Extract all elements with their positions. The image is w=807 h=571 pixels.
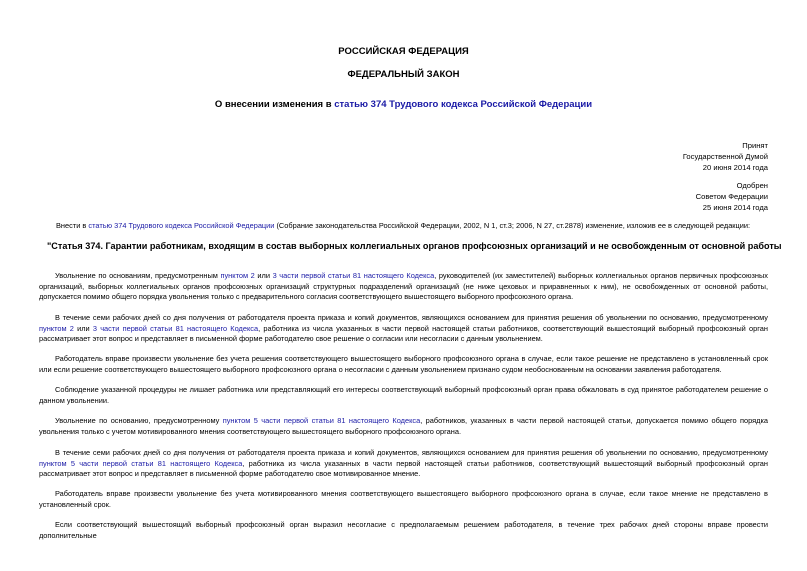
paragraph-8 — [39, 520, 768, 541]
p4-text: Соблюдение указанной процедуры не лишает работника или представляющий его интересы соответствующий выборный профсоюзный орган права обжаловать в суд принятое работодателем решение о данном увольнении. — [39, 385, 768, 405]
article-title: "Статья 374. Гарантии работникам, входящим в состав выборных коллегиальных органов профсоюзных организаций и не освобожденным от основной работы — [47, 241, 782, 251]
p1-link-2[interactable]: 3 части первой статьи 81 настоящего Кодекса — [272, 271, 435, 280]
adoption-line-2: Государственной Думой — [682, 152, 768, 161]
p2-text-a: В течение семи рабочих дней со дня получения от работодателя проекта приказа и копий документов, являющихся основанием для принятия решения об увольнении по основанию, предусмотренному — [55, 313, 768, 322]
p1-text-a: Увольнение по основаниям, предусмотренным — [55, 271, 221, 280]
law-title-prefix: О внесении изменения в — [214, 99, 335, 110]
p7-text: Работодатель вправе произвести увольнение без учета мотивированного мнения соответствующего вышестоящего выборного профсоюзного органа в случае, если такое мнение не представлено в установленный срок. — [39, 489, 768, 509]
adoption-line-1: Принят — [742, 141, 768, 150]
p1-text-c: , руководителей (их заместителей) выборных коллегиальных органов первичных профсоюзных организаций, выборных коллегиальных органов профсоюзных организаций структурных подразделений организаций (не ниже цеховых и приравненных к ним), не освобожденных от основной работы, допускается помимо общего порядка увольнения только с предварительного согласия соответствующего вышестоящего выборного профсоюзного органа. — [39, 271, 768, 302]
p5-link-1[interactable]: пунктом 5 части первой статьи 81 настоящего Кодекса — [222, 416, 421, 425]
p2-link-2[interactable]: 3 части первой статьи 81 настоящего Кодекса — [92, 323, 259, 333]
intro-link[interactable]: статью 374 Трудового кодекса Российской Федерации — [88, 221, 275, 230]
intro-paragraph — [56, 221, 776, 231]
p5-text-b: , работников, указанных в части первой настоящей статьи, допускается помимо общего порядка увольнения только с учетом мотивированного мнения соответствующего вышестоящего выборного профсоюзного органа. — [39, 416, 768, 436]
paragraph-4 — [39, 385, 768, 406]
approval-line-3: 25 июня 2014 года — [702, 203, 768, 212]
paragraph-5 — [39, 416, 768, 437]
p6-text-a: В течение семи рабочих дней со дня получения от работодателя проекта приказа и копий документов, являющихся основанием для принятия решения об увольнении по основанию, предусмотренному — [55, 448, 768, 457]
p6-text-b: , работника из числа указанных в части первой настоящей статьи работников, соответствующий вышестоящий выборный профсоюзный орган рассматривает этот вопрос и представляет в письменной форме работодателю свое мотивированное мнение. — [39, 458, 768, 479]
paragraph-7 — [39, 489, 768, 510]
law-type-heading: ФЕДЕРАЛЬНЫЙ ЗАКОН — [347, 69, 460, 80]
p5-text-a: Увольнение по основанию, предусмотренному — [55, 416, 223, 425]
p1-link-1[interactable]: пунктом 2 — [220, 271, 255, 280]
p2-text-c: , работника из числа указанных в части первой настоящей статьи работников, соответствующий вышестоящий выборный профсоюзный орган рассматривает этот вопрос и представляет в письменной форме работодателю свое решение о согласии или несогласии с данным увольнением. — [39, 323, 768, 344]
intro-suffix: (Собрание законодательства Российской Федерации, 2002, N 1, ст.3; 2006, N 27, ст.2878) изменение, изложив ее в следующей редакции: — [274, 221, 751, 230]
approval-line-1: Одобрен — [736, 181, 768, 190]
paragraph-1 — [39, 271, 768, 303]
country-heading: РОССИЙСКАЯ ФЕДЕРАЦИЯ — [338, 46, 469, 57]
paragraph-6 — [39, 448, 768, 480]
law-title — [0, 99, 807, 110]
p2-link-1[interactable]: пунктом 2 — [39, 323, 74, 333]
intro-prefix: Внести в — [56, 221, 89, 230]
adoption-block — [683, 140, 768, 173]
paragraph-3 — [39, 354, 768, 375]
approval-line-2: Советом Федерации — [695, 192, 768, 201]
law-title-link[interactable]: статью 374 Трудового кодекса Российской Федерации — [334, 99, 593, 110]
p1-text-b: или — [254, 271, 273, 280]
p8-text: Если соответствующий вышестоящий выборный профсоюзный орган выразил несогласие с предполагаемым решением работодателя, в течение трех рабочих дней стороны вправе провести дополнительные — [39, 520, 768, 540]
p2-text-b: или — [73, 323, 93, 333]
p3-text: Работодатель вправе произвести увольнение без учета решения соответствующего вышестоящего выборного профсоюзного органа в случае, если такое решение не представлено в установленный срок или если решение соответствующего вышестоящего выборного профсоюзного органа о несогласии с данным увольнением признано судом необоснованным на основании заявления работодателя. — [39, 354, 768, 374]
approval-block — [696, 180, 768, 213]
p6-link-1[interactable]: пунктом 5 части первой статьи 81 настоящего Кодекса — [39, 458, 243, 468]
adoption-line-3: 20 июня 2014 года — [702, 163, 768, 172]
paragraph-2 — [39, 313, 768, 345]
